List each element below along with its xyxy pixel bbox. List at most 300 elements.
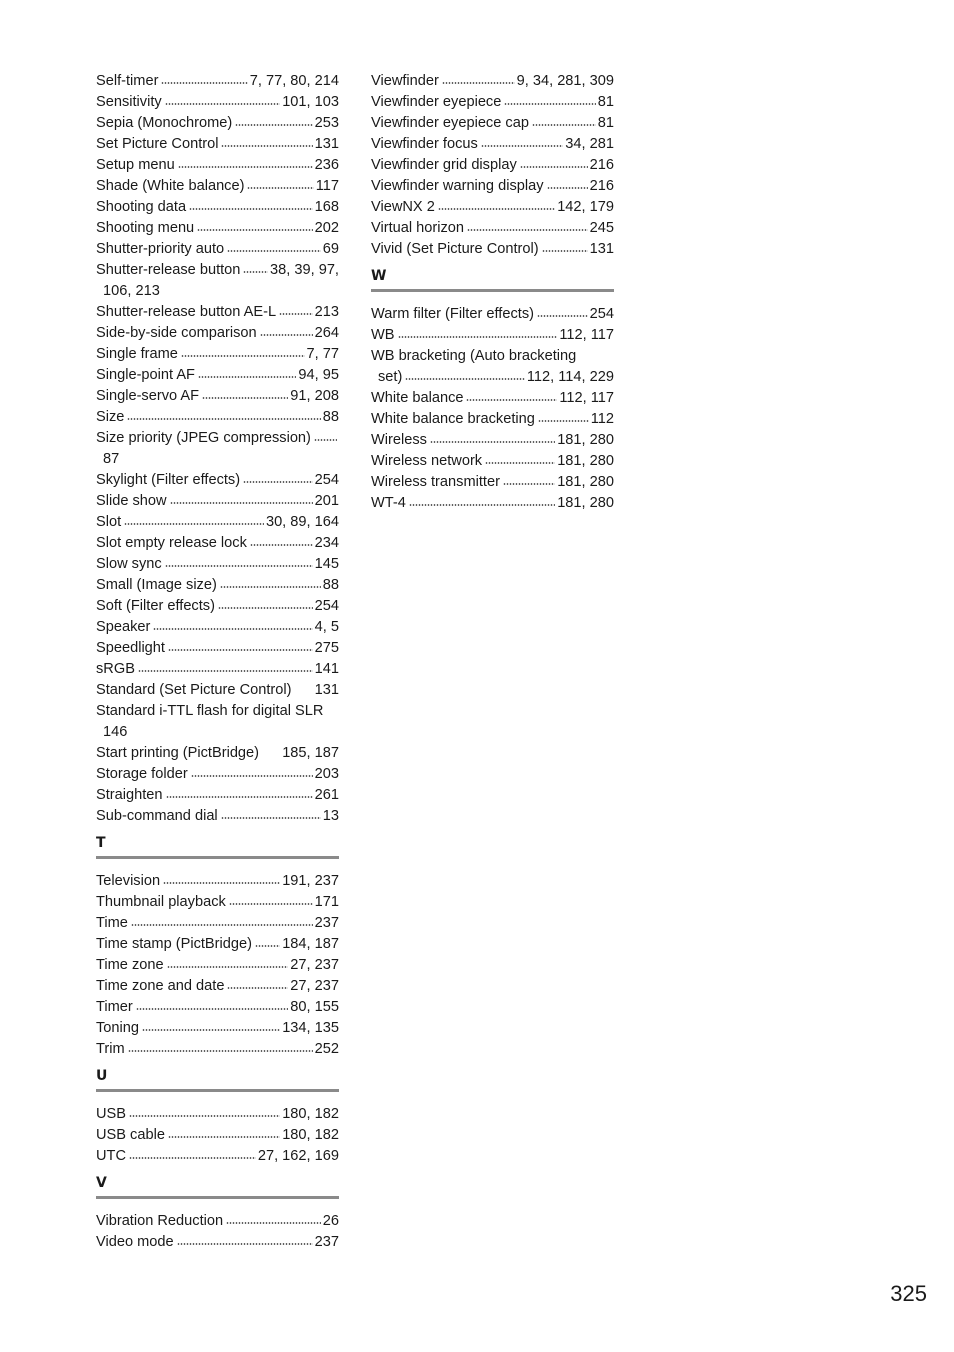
index-pages-continued: 106, 213 bbox=[103, 283, 160, 299]
index-term: Time zone and date bbox=[96, 978, 225, 994]
index-term: Sepia (Monochrome) bbox=[96, 115, 233, 131]
index-term: UTC bbox=[96, 1148, 126, 1164]
index-entry-line bbox=[96, 976, 339, 997]
dot-leader bbox=[220, 586, 321, 588]
index-entry bbox=[96, 638, 339, 659]
index-pages: 112, 117 bbox=[559, 327, 614, 343]
dot-leader bbox=[127, 418, 320, 420]
index-entry bbox=[96, 176, 339, 197]
dot-leader bbox=[229, 903, 313, 905]
index-term: Television bbox=[96, 873, 161, 889]
index-entry bbox=[371, 388, 614, 409]
index-entry-line bbox=[371, 388, 614, 409]
index-pages: 69 bbox=[322, 241, 339, 257]
entry-list-v-cont bbox=[371, 71, 614, 260]
index-entry-line bbox=[96, 997, 339, 1018]
index-entry bbox=[96, 491, 339, 512]
index-pages: 112, 117 bbox=[559, 390, 614, 406]
index-term: WT-4 bbox=[371, 495, 406, 511]
dot-leader bbox=[197, 229, 312, 231]
index-entry-line bbox=[96, 323, 339, 344]
index-entry bbox=[96, 659, 339, 680]
index-entry bbox=[96, 113, 339, 134]
index-pages: 261 bbox=[314, 787, 339, 803]
index-term: Shutter-priority auto bbox=[96, 241, 225, 257]
index-entry-line bbox=[96, 344, 339, 365]
index-entry bbox=[96, 428, 339, 470]
index-pages: 191, 237 bbox=[282, 873, 339, 889]
index-term: USB bbox=[96, 1106, 127, 1122]
index-term: Time zone bbox=[96, 957, 164, 973]
dot-leader bbox=[191, 775, 313, 777]
index-pages: 88 bbox=[322, 577, 339, 593]
index-entry-line bbox=[371, 92, 614, 113]
index-term: Single frame bbox=[96, 346, 178, 362]
index-entry-line bbox=[96, 743, 339, 764]
index-term: Virtual horizon bbox=[371, 220, 465, 236]
index-entry-line bbox=[96, 934, 339, 955]
entry-list-t bbox=[96, 871, 339, 1060]
index-term: Viewfinder grid display bbox=[371, 157, 517, 173]
index-entry bbox=[96, 1039, 339, 1060]
index-entry-line bbox=[96, 785, 339, 806]
dot-leader bbox=[163, 882, 280, 884]
index-entry bbox=[371, 113, 614, 134]
index-entry-line bbox=[96, 113, 339, 134]
index-entry-line bbox=[371, 472, 614, 493]
dot-leader bbox=[243, 481, 313, 483]
index-pages: 201 bbox=[314, 493, 339, 509]
index-entry-line bbox=[96, 71, 339, 92]
index-term: Shutter-release button AE-L bbox=[96, 304, 277, 320]
dot-leader bbox=[532, 124, 596, 126]
index-entry bbox=[371, 92, 614, 113]
index-entry-line bbox=[96, 92, 339, 113]
index-pages: 7, 77, 80, 214 bbox=[249, 73, 339, 89]
index-pages: 81 bbox=[597, 115, 614, 131]
index-pages-continued: 112, 114, 229 bbox=[526, 369, 614, 385]
index-term: Viewfinder bbox=[371, 73, 439, 89]
index-term: Trim bbox=[96, 1041, 125, 1057]
index-term: Toning bbox=[96, 1020, 140, 1036]
index-term: Skylight (Filter effects) bbox=[96, 472, 241, 488]
dot-leader bbox=[129, 1115, 280, 1117]
index-entry bbox=[96, 764, 339, 785]
index-entry-line bbox=[96, 554, 339, 575]
index-entry-line bbox=[96, 1211, 339, 1232]
dot-leader bbox=[481, 145, 563, 147]
index-term: Timer bbox=[96, 999, 133, 1015]
dot-leader bbox=[165, 103, 280, 105]
index-entry-line bbox=[96, 955, 339, 976]
index-entry bbox=[96, 323, 339, 344]
index-term: Slot bbox=[96, 514, 122, 530]
section-heading-v: V bbox=[96, 1174, 339, 1199]
index-entry-line bbox=[371, 304, 614, 325]
index-term: USB cable bbox=[96, 1127, 165, 1143]
index-entry bbox=[96, 955, 339, 976]
index-pages: 237 bbox=[314, 1234, 339, 1250]
dot-leader bbox=[520, 166, 588, 168]
index-pages: 236 bbox=[314, 157, 339, 173]
dot-leader bbox=[442, 82, 515, 84]
index-pages: 168 bbox=[314, 199, 339, 215]
index-entry-line bbox=[96, 512, 339, 533]
index-term: Single-point AF bbox=[96, 367, 195, 383]
index-pages: 117 bbox=[315, 178, 339, 194]
index-term: sRGB bbox=[96, 661, 135, 677]
index-entry bbox=[96, 617, 339, 638]
dot-leader bbox=[181, 355, 305, 357]
index-term: Slide show bbox=[96, 493, 167, 509]
index-term: Size bbox=[96, 409, 125, 425]
index-pages: 171 bbox=[314, 894, 339, 910]
dot-leader bbox=[136, 1008, 289, 1010]
index-entry bbox=[371, 176, 614, 197]
index-entry-line bbox=[96, 533, 339, 554]
index-entry-line bbox=[96, 218, 339, 239]
index-pages: 134, 135 bbox=[282, 1020, 339, 1036]
index-entry bbox=[96, 743, 339, 764]
index-entry-line bbox=[96, 407, 339, 428]
index-entry bbox=[96, 892, 339, 913]
index-entry-line bbox=[371, 325, 614, 346]
index-pages: 27, 237 bbox=[290, 957, 339, 973]
dot-leader bbox=[202, 397, 288, 399]
index-entry-line bbox=[96, 1039, 339, 1060]
index-entry-line bbox=[371, 113, 614, 134]
index-term: Slow sync bbox=[96, 556, 162, 572]
dot-leader bbox=[247, 187, 313, 189]
index-entry-line bbox=[96, 239, 339, 260]
index-pages: 91, 208 bbox=[290, 388, 339, 404]
spacer bbox=[294, 691, 312, 693]
dot-leader bbox=[503, 483, 555, 485]
index-term: White balance bbox=[371, 390, 464, 406]
index-term: Single-servo AF bbox=[96, 388, 200, 404]
index-entry-line bbox=[371, 409, 614, 430]
dot-leader bbox=[398, 336, 558, 338]
page-number: 325 bbox=[890, 1281, 927, 1306]
index-entry-line bbox=[371, 451, 614, 472]
dot-leader bbox=[235, 124, 312, 126]
index-entry-line bbox=[96, 638, 339, 659]
index-entry bbox=[371, 346, 614, 388]
index-entry bbox=[96, 239, 339, 260]
index-entry-line bbox=[96, 659, 339, 680]
index-entry-line bbox=[371, 430, 614, 451]
index-pages: 13 bbox=[322, 808, 339, 824]
index-pages: 181, 280 bbox=[557, 495, 614, 511]
index-pages: 184, 187 bbox=[282, 936, 339, 952]
index-entry-line bbox=[96, 871, 339, 892]
index-pages: 27, 162, 169 bbox=[257, 1148, 339, 1164]
index-entry-line bbox=[96, 764, 339, 785]
index-pages: 180, 182 bbox=[282, 1106, 339, 1122]
index-pages: 234 bbox=[314, 535, 339, 551]
index-term: Sub-command dial bbox=[96, 808, 218, 824]
index-term: Shooting menu bbox=[96, 220, 195, 236]
index-entry-line bbox=[96, 596, 339, 617]
index-entry-line bbox=[96, 134, 339, 155]
index-term: WB bracketing (Auto bracketing bbox=[371, 348, 577, 364]
index-entry bbox=[371, 493, 614, 514]
dot-leader bbox=[178, 166, 313, 168]
index-entry-line bbox=[96, 617, 339, 638]
section-heading-t: T bbox=[96, 834, 339, 859]
index-entry bbox=[96, 806, 339, 827]
index-entry-line bbox=[371, 493, 614, 514]
index-entry-continuation bbox=[96, 281, 339, 302]
index-term: Speedlight bbox=[96, 640, 165, 656]
index-entry-line bbox=[371, 155, 614, 176]
index-pages: 145 bbox=[314, 556, 339, 572]
index-entry bbox=[96, 155, 339, 176]
dot-leader bbox=[189, 208, 313, 210]
dot-leader bbox=[243, 271, 268, 273]
index-term-continued: set) bbox=[378, 369, 403, 385]
index-pages: 275 bbox=[314, 640, 339, 656]
index-pages: 94, 95 bbox=[298, 367, 339, 383]
dot-leader bbox=[538, 420, 589, 422]
index-term: Wireless transmitter bbox=[371, 474, 500, 490]
index-pages: 9, 34, 281, 309 bbox=[516, 73, 614, 89]
dot-leader bbox=[221, 817, 321, 819]
dot-leader bbox=[153, 628, 312, 630]
dot-leader bbox=[177, 1243, 313, 1245]
index-entry bbox=[371, 155, 614, 176]
dot-leader bbox=[218, 607, 313, 609]
dot-leader bbox=[409, 504, 555, 506]
index-term: Soft (Filter effects) bbox=[96, 598, 215, 614]
dot-leader bbox=[168, 1136, 280, 1138]
index-entry bbox=[96, 1104, 339, 1125]
index-pages: 264 bbox=[314, 325, 339, 341]
index-entry-line bbox=[371, 176, 614, 197]
index-entry bbox=[96, 997, 339, 1018]
index-pages: 131 bbox=[314, 136, 339, 152]
index-entry bbox=[96, 871, 339, 892]
dot-leader bbox=[221, 145, 312, 147]
index-entry-line bbox=[371, 218, 614, 239]
index-term: Small (Image size) bbox=[96, 577, 217, 593]
index-entry bbox=[96, 470, 339, 491]
index-term: Viewfinder warning display bbox=[371, 178, 544, 194]
index-pages: 4, 5 bbox=[314, 619, 339, 635]
index-term: Video mode bbox=[96, 1234, 174, 1250]
index-term: Side-by-side comparison bbox=[96, 325, 257, 341]
index-pages: 203 bbox=[314, 766, 339, 782]
index-pages: 34, 281 bbox=[565, 136, 614, 152]
dot-leader bbox=[226, 1222, 321, 1224]
index-entry bbox=[371, 451, 614, 472]
index-pages: 254 bbox=[314, 598, 339, 614]
index-term: Straighten bbox=[96, 787, 163, 803]
index-entry-line bbox=[96, 365, 339, 386]
index-term: Storage folder bbox=[96, 766, 188, 782]
index-pages: 88 bbox=[322, 409, 339, 425]
index-entry-line bbox=[371, 346, 614, 367]
index-entry-line bbox=[371, 197, 614, 218]
index-entry bbox=[96, 407, 339, 428]
index-term: Standard i-TTL flash for digital SLR bbox=[96, 703, 324, 719]
dot-leader bbox=[466, 399, 557, 401]
index-entry-line bbox=[371, 134, 614, 155]
index-pages: 185, 187 bbox=[282, 745, 339, 761]
index-entry bbox=[371, 239, 614, 260]
index-entry-line bbox=[96, 428, 339, 449]
index-pages: 112 bbox=[590, 411, 614, 427]
index-entry-line bbox=[96, 892, 339, 913]
index-entry bbox=[96, 1211, 339, 1232]
entry-list-u bbox=[96, 1104, 339, 1167]
index-entry bbox=[96, 1125, 339, 1146]
dot-leader bbox=[542, 250, 588, 252]
section-heading-u: U bbox=[96, 1067, 339, 1092]
index-pages: 141 bbox=[314, 661, 339, 677]
index-entry-line bbox=[96, 176, 339, 197]
index-term: ViewNX 2 bbox=[371, 199, 435, 215]
dot-leader bbox=[255, 945, 280, 947]
index-entry bbox=[96, 365, 339, 386]
dot-leader bbox=[537, 315, 588, 317]
section-heading-w: W bbox=[371, 267, 614, 292]
index-entry bbox=[96, 1018, 339, 1039]
index-entry-continuation bbox=[96, 722, 339, 743]
index-entry bbox=[96, 575, 339, 596]
index-pages: 253 bbox=[314, 115, 339, 131]
dot-leader bbox=[430, 441, 555, 443]
index-term: Size priority (JPEG compression) bbox=[96, 430, 311, 446]
index-pages: 26 bbox=[322, 1213, 339, 1229]
index-term: Self-timer bbox=[96, 73, 159, 89]
index-pages: 101, 103 bbox=[282, 94, 339, 110]
index-term: Warm filter (Filter effects) bbox=[371, 306, 534, 322]
index-term: Time stamp (PictBridge) bbox=[96, 936, 252, 952]
dot-leader bbox=[260, 334, 313, 336]
index-term: Sensitivity bbox=[96, 94, 162, 110]
index-entry bbox=[96, 302, 339, 323]
index-pages: 181, 280 bbox=[557, 474, 614, 490]
index-entry bbox=[96, 197, 339, 218]
dot-leader bbox=[170, 502, 313, 504]
dot-leader bbox=[168, 649, 313, 651]
index-column-left bbox=[96, 71, 339, 1253]
index-entry bbox=[96, 260, 339, 302]
dot-leader bbox=[227, 987, 288, 989]
index-entry bbox=[96, 533, 339, 554]
dot-leader bbox=[142, 1029, 280, 1031]
index-entry bbox=[96, 934, 339, 955]
index-pages: 245 bbox=[589, 220, 614, 236]
index-pages: 237 bbox=[314, 915, 339, 931]
index-term: Setup menu bbox=[96, 157, 175, 173]
index-pages: 202 bbox=[314, 220, 339, 236]
dot-leader bbox=[166, 796, 313, 798]
index-pages: 216 bbox=[589, 178, 614, 194]
index-pages: 181, 280 bbox=[557, 432, 614, 448]
spacer bbox=[262, 754, 280, 756]
index-entry-line bbox=[371, 239, 614, 260]
index-term: Thumbnail playback bbox=[96, 894, 226, 910]
index-entry bbox=[371, 304, 614, 325]
index-entry-line bbox=[96, 155, 339, 176]
index-term: Shutter-release button bbox=[96, 262, 241, 278]
index-entry bbox=[96, 512, 339, 533]
index-pages: 181, 280 bbox=[557, 453, 614, 469]
index-entry-continuation bbox=[371, 367, 614, 388]
index-entry-line bbox=[96, 680, 339, 701]
index-pages: 213 bbox=[314, 304, 339, 320]
index-entry-line bbox=[96, 302, 339, 323]
index-pages-continued: 146 bbox=[103, 724, 128, 740]
index-entry bbox=[96, 344, 339, 365]
index-entry-line bbox=[96, 386, 339, 407]
dot-leader bbox=[138, 670, 313, 672]
index-term: Standard (Set Picture Control) bbox=[96, 682, 292, 698]
index-entry bbox=[96, 680, 339, 701]
index-entry-line bbox=[96, 1232, 339, 1253]
index-entry bbox=[371, 197, 614, 218]
dot-leader bbox=[131, 924, 313, 926]
index-pages: 30, 89, 164 bbox=[265, 514, 339, 530]
dot-leader bbox=[124, 523, 264, 525]
dot-leader bbox=[165, 565, 313, 567]
dot-leader bbox=[167, 966, 289, 968]
index-entry-line bbox=[96, 913, 339, 934]
dot-leader bbox=[161, 82, 247, 84]
index-entry bbox=[96, 701, 339, 743]
index-term: Shooting data bbox=[96, 199, 187, 215]
index-entry-line bbox=[96, 491, 339, 512]
dot-leader bbox=[227, 250, 321, 252]
index-entry bbox=[371, 71, 614, 92]
index-entry bbox=[96, 134, 339, 155]
index-pages: 142, 179 bbox=[557, 199, 614, 215]
index-entry-line bbox=[96, 260, 339, 281]
index-entry bbox=[96, 554, 339, 575]
index-entry bbox=[96, 71, 339, 92]
dot-leader bbox=[129, 1157, 256, 1159]
index-term: Shade (White balance) bbox=[96, 178, 245, 194]
dot-leader bbox=[504, 103, 595, 105]
index-term: Vivid (Set Picture Control) bbox=[371, 241, 539, 257]
dot-leader bbox=[314, 439, 337, 441]
index-pages-continued: 87 bbox=[103, 451, 120, 467]
index-entry-line bbox=[96, 701, 339, 722]
entry-list-w bbox=[371, 304, 614, 514]
index-column-right bbox=[371, 71, 614, 514]
index-term: Start printing (PictBridge) bbox=[96, 745, 260, 761]
index-entry bbox=[371, 472, 614, 493]
index-pages: 81 bbox=[597, 94, 614, 110]
dot-leader bbox=[198, 376, 296, 378]
dot-leader bbox=[250, 544, 313, 546]
index-term: Viewfinder eyepiece cap bbox=[371, 115, 529, 131]
index-entry bbox=[96, 976, 339, 997]
index-entry bbox=[96, 92, 339, 113]
dot-leader bbox=[547, 187, 588, 189]
index-entry-line bbox=[96, 1018, 339, 1039]
dot-leader bbox=[467, 229, 588, 231]
index-pages: 7, 77 bbox=[306, 346, 339, 362]
entry-list-s bbox=[96, 71, 339, 827]
index-term: Viewfinder focus bbox=[371, 136, 478, 152]
index-pages: 131 bbox=[589, 241, 614, 257]
index-pages: 80, 155 bbox=[290, 999, 339, 1015]
entry-list-v bbox=[96, 1211, 339, 1253]
index-pages: 216 bbox=[589, 157, 614, 173]
